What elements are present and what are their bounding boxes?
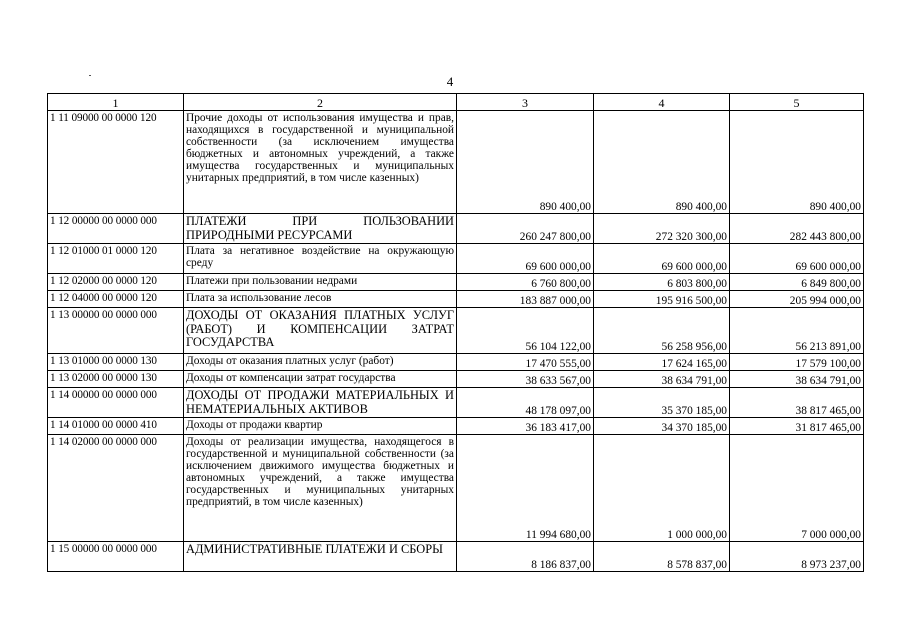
table-body bbox=[48, 111, 864, 572]
name-cell: Доходы от продажи квартир bbox=[184, 418, 457, 435]
value-cell-col5: 31 817 465,00 bbox=[730, 418, 864, 435]
name-cell: Прочие доходы от использования имущества и прав, находящихся в государственной и муниципальной собственности (за исключением имущества бюджетных и автономных учреждений, а также имущества государственных и муниципальных унитарных предприятий, в том числе казенных) bbox=[184, 111, 457, 214]
code-cell: 1 14 00000 00 0000 000 bbox=[48, 388, 184, 418]
value-cell-col3: 183 887 000,00 bbox=[457, 291, 594, 308]
value-cell-col4: 35 370 185,00 bbox=[594, 388, 730, 418]
name-cell: Доходы от компенсации затрат государства bbox=[184, 371, 457, 388]
value-cell-col4: 69 600 000,00 bbox=[594, 244, 730, 274]
value-cell-col5: 890 400,00 bbox=[730, 111, 864, 214]
value-cell-col5: 38 634 791,00 bbox=[730, 371, 864, 388]
column-header: 2 bbox=[184, 94, 457, 111]
value-cell-col4: 38 634 791,00 bbox=[594, 371, 730, 388]
value-cell-col3: 260 247 800,00 bbox=[457, 214, 594, 244]
table-row bbox=[48, 371, 864, 388]
revenue-table bbox=[47, 93, 864, 572]
value-cell-col5: 282 443 800,00 bbox=[730, 214, 864, 244]
code-cell: 1 12 01000 01 0000 120 bbox=[48, 244, 184, 274]
value-cell-col3: 36 183 417,00 bbox=[457, 418, 594, 435]
scan-speck bbox=[89, 75, 91, 76]
name-cell: ПЛАТЕЖИ ПРИ ПОЛЬЗОВАНИИ ПРИРОДНЫМИ РЕСУРСАМИ bbox=[184, 214, 457, 244]
table-row bbox=[48, 542, 864, 572]
value-cell-col3: 11 994 680,00 bbox=[457, 435, 594, 542]
value-cell-col5: 7 000 000,00 bbox=[730, 435, 864, 542]
header-row bbox=[48, 94, 864, 111]
name-cell: Доходы от оказания платных услуг (работ) bbox=[184, 354, 457, 371]
column-header: 1 bbox=[48, 94, 184, 111]
code-cell: 1 14 02000 00 0000 000 bbox=[48, 435, 184, 542]
value-cell-col5: 56 213 891,00 bbox=[730, 308, 864, 354]
value-cell-col4: 890 400,00 bbox=[594, 111, 730, 214]
value-cell-col5: 6 849 800,00 bbox=[730, 274, 864, 291]
value-cell-col3: 56 104 122,00 bbox=[457, 308, 594, 354]
code-cell: 1 11 09000 00 0000 120 bbox=[48, 111, 184, 214]
value-cell-col3: 17 470 555,00 bbox=[457, 354, 594, 371]
table-row bbox=[48, 244, 864, 274]
name-cell: Доходы от реализации имущества, находящегося в государственной и муниципальной собственности (за исключением движимого имущества бюджетных и автономных учреждений, а также имущества государственных и муниципальных унитарных предприятий, в том числе казенных) bbox=[184, 435, 457, 542]
value-cell-col3: 890 400,00 bbox=[457, 111, 594, 214]
value-cell-col4: 34 370 185,00 bbox=[594, 418, 730, 435]
table-row bbox=[48, 214, 864, 244]
code-cell: 1 12 04000 00 0000 120 bbox=[48, 291, 184, 308]
code-cell: 1 15 00000 00 0000 000 bbox=[48, 542, 184, 572]
table-row bbox=[48, 274, 864, 291]
name-cell: Плата за негативное воздействие на окружающую среду bbox=[184, 244, 457, 274]
name-cell: Платежи при пользовании недрами bbox=[184, 274, 457, 291]
name-cell: ДОХОДЫ ОТ ОКАЗАНИЯ ПЛАТНЫХ УСЛУГ (РАБОТ) И КОМПЕНСАЦИИ ЗАТРАТ ГОСУДАРСТВА bbox=[184, 308, 457, 354]
code-cell: 1 14 01000 00 0000 410 bbox=[48, 418, 184, 435]
table-row bbox=[48, 388, 864, 418]
value-cell-col5: 17 579 100,00 bbox=[730, 354, 864, 371]
value-cell-col3: 69 600 000,00 bbox=[457, 244, 594, 274]
value-cell-col4: 17 624 165,00 bbox=[594, 354, 730, 371]
value-cell-col4: 6 803 800,00 bbox=[594, 274, 730, 291]
table-row bbox=[48, 308, 864, 354]
value-cell-col4: 8 578 837,00 bbox=[594, 542, 730, 572]
name-cell: Плата за использование лесов bbox=[184, 291, 457, 308]
column-header: 5 bbox=[730, 94, 864, 111]
value-cell-col3: 38 633 567,00 bbox=[457, 371, 594, 388]
value-cell-col3: 6 760 800,00 bbox=[457, 274, 594, 291]
code-cell: 1 13 02000 00 0000 130 bbox=[48, 371, 184, 388]
table-row bbox=[48, 418, 864, 435]
table-row bbox=[48, 111, 864, 214]
column-header: 4 bbox=[594, 94, 730, 111]
column-header: 3 bbox=[457, 94, 594, 111]
code-cell: 1 13 01000 00 0000 130 bbox=[48, 354, 184, 371]
value-cell-col5: 38 817 465,00 bbox=[730, 388, 864, 418]
table-row bbox=[48, 435, 864, 542]
table-row bbox=[48, 354, 864, 371]
value-cell-col5: 69 600 000,00 bbox=[730, 244, 864, 274]
value-cell-col3: 8 186 837,00 bbox=[457, 542, 594, 572]
value-cell-col4: 195 916 500,00 bbox=[594, 291, 730, 308]
code-cell: 1 13 00000 00 0000 000 bbox=[48, 308, 184, 354]
name-cell: АДМИНИСТРАТИВНЫЕ ПЛАТЕЖИ И СБОРЫ bbox=[184, 542, 457, 572]
table-row bbox=[48, 291, 864, 308]
code-cell: 1 12 00000 00 0000 000 bbox=[48, 214, 184, 244]
code-cell: 1 12 02000 00 0000 120 bbox=[48, 274, 184, 291]
name-cell: ДОХОДЫ ОТ ПРОДАЖИ МАТЕРИАЛЬНЫХ И НЕМАТЕРИАЛЬНЫХ АКТИВОВ bbox=[184, 388, 457, 418]
value-cell-col5: 8 973 237,00 bbox=[730, 542, 864, 572]
value-cell-col4: 1 000 000,00 bbox=[594, 435, 730, 542]
value-cell-col4: 56 258 956,00 bbox=[594, 308, 730, 354]
value-cell-col5: 205 994 000,00 bbox=[730, 291, 864, 308]
page-number: 4 bbox=[446, 74, 454, 89]
value-cell-col3: 48 178 097,00 bbox=[457, 388, 594, 418]
value-cell-col4: 272 320 300,00 bbox=[594, 214, 730, 244]
